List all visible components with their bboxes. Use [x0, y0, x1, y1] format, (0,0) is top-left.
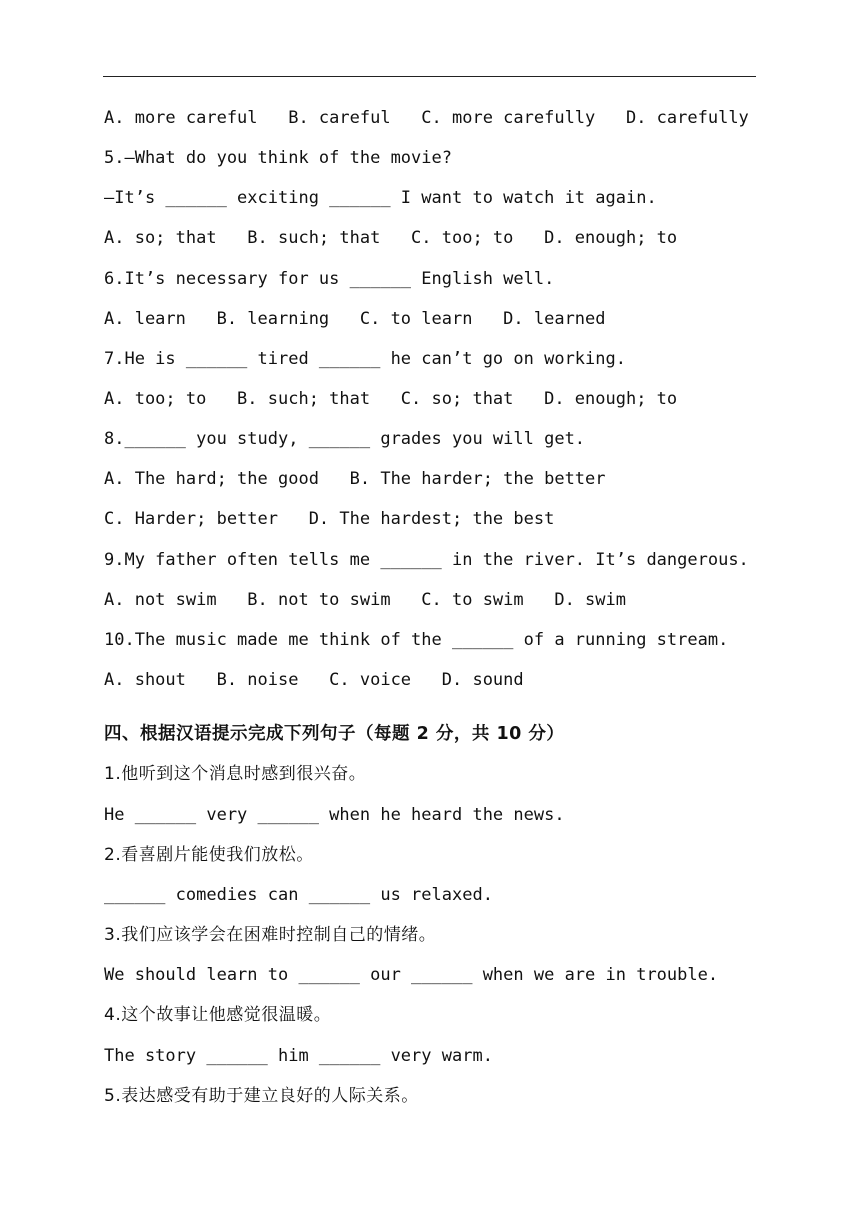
s4-item3-chinese: 3.我们应该学会在困难时控制自己的情绪。	[104, 925, 437, 945]
header-rule	[103, 76, 756, 77]
q4-options: A. more careful B. careful C. more carefully D. carefully	[104, 108, 749, 128]
q9-stem: 9.My father often tells me ______ in the river. It’s dangerous.	[104, 550, 749, 570]
s4-item2-chinese: 2.看喜剧片能使我们放松。	[104, 845, 314, 865]
s4-item4-chinese: 4.这个故事让他感觉很温暖。	[104, 1005, 332, 1025]
q10-stem: 10.The music made me think of the ______ of a running stream.	[104, 630, 729, 650]
s4-item5-chinese: 5.表达感受有助于建立良好的人际关系。	[104, 1086, 419, 1106]
q6-options: A. learn B. learning C. to learn D. learned	[104, 309, 606, 329]
s4-item3-english: We should learn to ______ our ______ when we are in trouble.	[104, 965, 719, 985]
q5-reply: —It’s ______ exciting ______ I want to watch it again.	[104, 188, 657, 208]
q9-options: A. not swim B. not to swim C. to swim D. swim	[104, 590, 626, 610]
q5-stem: 5.—What do you think of the movie?	[104, 148, 452, 168]
q7-stem: 7.He is ______ tired ______ he can’t go on working.	[104, 349, 626, 369]
s4-item1-chinese: 1.他听到这个消息时感到很兴奋。	[104, 764, 367, 784]
q8-stem: 8.______ you study, ______ grades you will get.	[104, 429, 586, 449]
section-4-heading: 四、根据汉语提示完成下列句子（每题 2 分，共 10 分）	[104, 724, 565, 744]
q6-stem: 6.It’s necessary for us ______ English well.	[104, 269, 555, 289]
q10-options: A. shout B. noise C. voice D. sound	[104, 670, 524, 690]
q5-options: A. so; that B. such; that C. too; to D. enough; to	[104, 228, 678, 248]
q8-options-line1: A. The hard; the good B. The harder; the better	[104, 469, 606, 489]
s4-item4-english: The story ______ him ______ very warm.	[104, 1046, 493, 1066]
q8-options-line2: C. Harder; better D. The hardest; the best	[104, 509, 555, 529]
s4-item2-english: ______ comedies can ______ us relaxed.	[104, 885, 493, 905]
q7-options: A. too; to B. such; that C. so; that D. enough; to	[104, 389, 678, 409]
s4-item1-english: He ______ very ______ when he heard the news.	[104, 805, 565, 825]
